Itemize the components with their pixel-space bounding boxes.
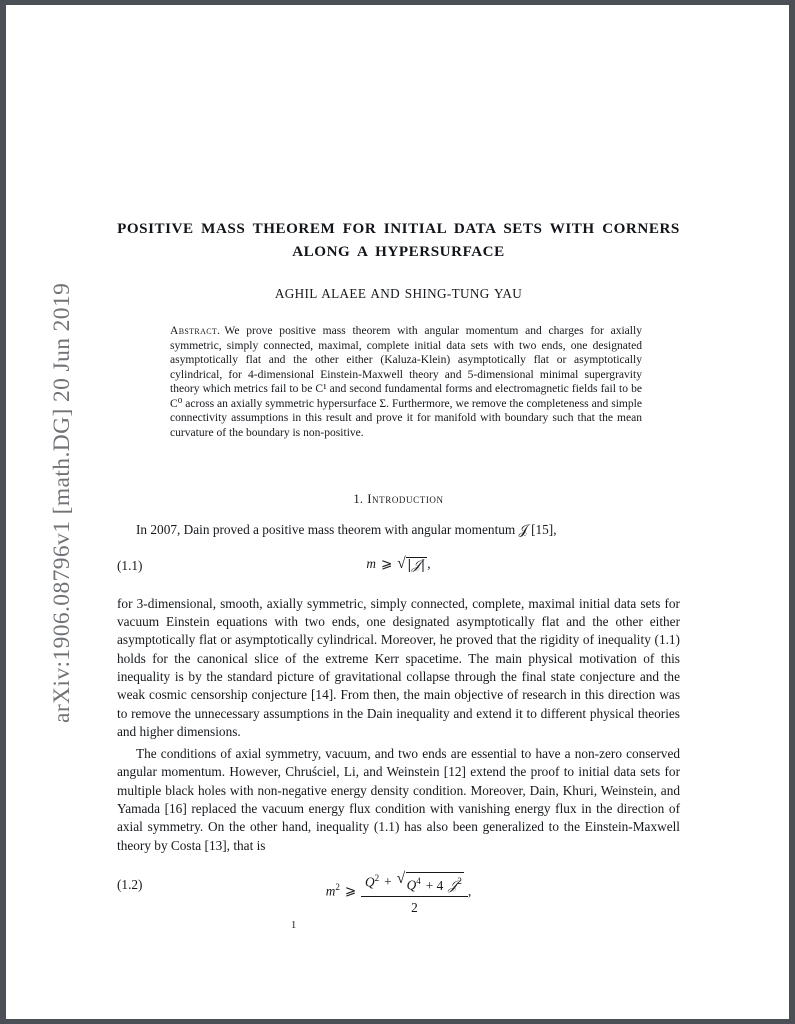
radicand-Q: Q	[406, 877, 417, 893]
equation-body-1-2	[117, 869, 680, 916]
equation-1-2-trailing: ,	[467, 883, 472, 899]
document-page	[6, 5, 789, 1019]
radicand-plus-four: + 4	[425, 877, 444, 893]
equation-1-2-fraction	[361, 870, 468, 917]
paragraph-intro: In 2007, Dain proved a positive mass theorem with angular momentum 𝒥 [15],	[136, 522, 557, 538]
paragraph-second: The conditions of axial symmetry, vacuum, and two ends are essential to have a non-zero conserved angular momentum. However, Chruściel, Li, and Weinstein [12] extend the proof to initial data sets for multiple black holes with non-negative energy density condition. Moreover, Dain, Khuri, Weinstein, and Yamada [16] replaced the vacuum energy flux condition with vanishing energy flux in the direction of axial symmetry. On the other hand, inequality (1.1) has also been generalized to the Einstein-Maxwell theory by Costa [13], that is	[117, 745, 680, 853]
equation-number-1-1: (1.1)	[117, 557, 143, 573]
equation-1-2-lhs-exponent: 2	[335, 881, 340, 892]
abstract-block	[170, 324, 642, 440]
equation-1-1-trailing: ,	[427, 555, 431, 571]
equation-1-2-numerator	[361, 870, 468, 897]
abstract-label: Abstract.	[170, 325, 221, 337]
page-content-column	[117, 5, 680, 917]
equation-1-2-radical	[397, 872, 464, 894]
arxiv-identifier-stamp: arXiv:1906.08796v1 [math.DG] 20 Jun 2019	[49, 282, 75, 723]
abstract-text: We prove positive mass theorem with angular momentum and charges for axially symmetric, simply connected, maximal, complete initial data sets with two ends, one designated asymptotically flat and the other either (Kaluza-Klein) asymptotically flat or asymptotically cylindrical, for 4-dimensional Einstein-Maxwell theory and 5-dimensional minimal supergravity theory which metrics fail to be C¹ and second fundamental forms and electromagnetic fields fail to be C⁰ across an axially symmetric hypersurface Σ. Furthermore, we remove the completeness and simple connectivity assumptions in this result and prove it for manifold with boundary such that the mean curvature of the boundary is non-positive.	[170, 325, 642, 439]
page-title: POSITIVE MASS THEOREM FOR INITIAL DATA SETS WITH CORNERS ALONG A HYPERSURFACE	[117, 221, 680, 260]
equation-1-1-lhs: m	[366, 555, 376, 571]
section-number: 1.	[353, 492, 364, 507]
radical-sign-icon: √	[397, 554, 406, 572]
equation-body-1-1	[117, 556, 680, 573]
equation-1-2-radicand	[406, 872, 464, 894]
numerator-Q-exponent: 2	[374, 873, 380, 884]
author-list: AGHIL ALAEE AND SHING-TUNG YAU	[274, 286, 523, 301]
radicand-J-exponent: 2	[457, 876, 462, 887]
display-equation-1-1	[117, 554, 680, 580]
equation-number-1-2: (1.2)	[117, 877, 143, 893]
radicand-Q-exponent: 4	[416, 876, 421, 887]
radical-sign-icon: √	[396, 870, 406, 888]
equation-1-2-denominator: 2	[411, 899, 418, 915]
numerator-plus: +	[384, 874, 392, 890]
equation-1-1-radical	[397, 554, 427, 573]
equation-1-2-relation: ⩾	[344, 883, 356, 899]
page-number: 1	[291, 920, 297, 931]
equation-1-1-relation: ⩾	[380, 555, 393, 571]
equation-1-2-lhs-base: m	[325, 883, 336, 899]
radicand-J: 𝒥	[448, 878, 458, 894]
section-heading-introduction	[117, 492, 680, 507]
numerator-Q: Q	[365, 874, 375, 890]
section-name: Introduction	[367, 492, 444, 507]
paragraph-after-equation-1-1: for 3-dimensional, smooth, axially symmetric, simply connected, complete, maximal initial data sets for vacuum Einstein equations with two ends, one designated asymptotically flat and the other either asymptotically flat or asymptotically cylindrical. Moreover, he proved that the rigidity of inequality (1.1) holds for the canonical slice of the extreme Kerr spacetime. The main physical motivation of this inequality is by the standard picture of gravitational collapse through the final state conjecture and the weak cosmic censorship conjecture [14]. From then, the main objective of research in this direction was to remove the unnecessary assumptions in the Dain inequality and extend it to different physical theories and higher dimensions.	[117, 595, 680, 740]
display-equation-1-2	[117, 870, 680, 917]
equation-1-1-radicand: |𝒥|	[407, 557, 426, 573]
